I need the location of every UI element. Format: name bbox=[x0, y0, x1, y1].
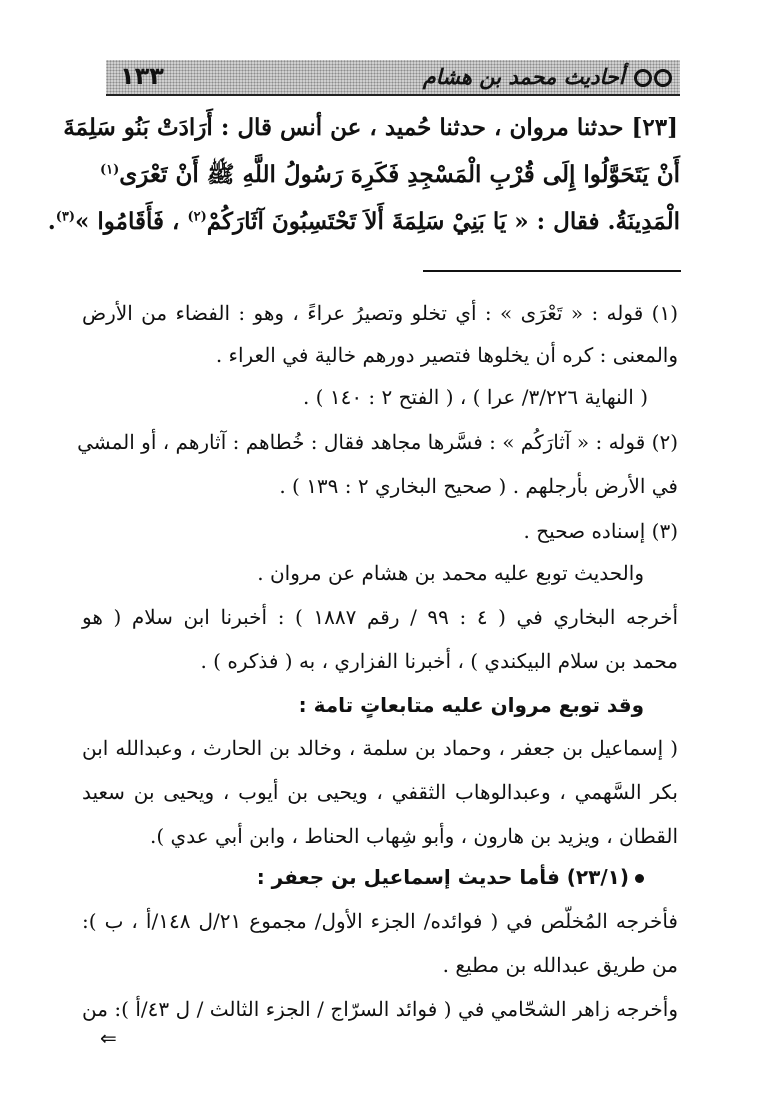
header-title-text: أحاديث محمد بن هشام bbox=[422, 65, 625, 89]
hadith-line-2 bbox=[100, 160, 680, 190]
paragraph-4-line-2: من طريق عبدالله بن مطيع . bbox=[442, 953, 678, 977]
hadith-line-1: [٢٣] حدثنا مروان ، حدثنا حُميد ، عن أنس قال : أَرَادَتْ بَنُو سَلِمَةَ bbox=[63, 114, 678, 141]
continue-arrow-icon: ⇐ bbox=[100, 1026, 117, 1050]
circle-ornament-icon bbox=[654, 69, 672, 87]
footnote-1-line-2: والمعنى : كره أن يخلوها فتصير دورهم خالية في العراء . bbox=[215, 343, 678, 367]
section-heading-2-number: (٢٣/١) bbox=[566, 865, 629, 889]
paragraph-2-line-1: أخرجه البخاري في ( ٤ : ٩٩ / رقم ١٨٨٧ ) : أخبرنا ابن سلام ( هو bbox=[82, 605, 679, 629]
footnote-ref-1: (١) bbox=[99, 162, 120, 178]
section-heading-2-text: فأما حديث إسماعيل بن جعفر : bbox=[256, 865, 560, 889]
section-heading-2 bbox=[257, 862, 644, 892]
hadith-line-3 bbox=[48, 207, 680, 237]
running-header bbox=[106, 60, 680, 96]
header-title bbox=[423, 63, 672, 91]
paragraph-5-line-1: وأخرجه زاهر الشحّامي في ( فوائد السرّاج / الجزء الثالث / ل ٤٣/أ ): من bbox=[82, 997, 678, 1021]
paragraph-1: والحديث توبع عليه محمد بن هشام عن مروان . bbox=[257, 561, 644, 585]
hadith-line-2-text: أَنْ يَتَحَوَّلُوا إِلَى قُرْبِ الْمَسْجِدِ فَكَرِهَ رَسُولُ اللَّهِ ﷺ أَنْ تَعْرَى bbox=[119, 161, 680, 188]
hadith-end-dot: . bbox=[47, 208, 56, 235]
paragraph-3-line-3: القطان ، ويزيد بن هارون ، وأبو شِهاب الحناط ، وابن أبي عدي ). bbox=[150, 824, 678, 848]
bullet-icon bbox=[635, 874, 644, 883]
footnote-ref-2: (٢) bbox=[187, 209, 207, 225]
paragraph-2-line-2: محمد بن سلام البيكندي ) ، أخبرنا الفزاري ، به ( فذكره ) . bbox=[200, 649, 678, 673]
footnote-3-line-1: (٣) إسناده صحيح . bbox=[523, 519, 678, 543]
paragraph-4-line-1: فأخرجه المُخلّص في ( فوائده/ الجزء الأول/ مجموع ٢١/ل ١٤٨/أ ، ب ): bbox=[82, 909, 678, 933]
paragraph-3-line-2: بكر السَّهمي ، وعبدالوهاب الثقفي ، ويحيى بن أيوب ، ويحيى بن سعيد bbox=[82, 780, 678, 804]
footnote-1-line-1: (١) قوله : « تَعْرَى » : أي تخلو وتصيرُ عراءً ، وهو : الفضاء من الأرض bbox=[82, 301, 678, 325]
hadith-line-3-end: ، فَأَقَامُوا » bbox=[75, 208, 180, 235]
footnote-1-line-3: ( النهاية ٣/٢٢٦/ عرا ) ، ( الفتح ٢ : ١٤٠ ) . bbox=[302, 385, 648, 409]
footnote-2-line-1: (٢) قوله : « آثارَكُم » : فسَّرها مجاهد فقال : خُطاهم : آثارهم ، أو المشي bbox=[77, 430, 678, 454]
footnote-ref-3: (٣) bbox=[55, 209, 75, 225]
circle-ornament-icon bbox=[634, 69, 652, 87]
paragraph-3-line-1: ( إسماعيل بن جعفر ، وحماد بن سلمة ، وخالد بن الحارث ، وعبدالله ابن bbox=[82, 736, 678, 760]
hadith-line-3-text: الْمَدِينَةُ. فقال : « يَا بَنِيْ سَلِمَةَ أَلاَ تَحْتَسِبُونَ آثَارَكُمْ bbox=[206, 208, 680, 235]
footnote-separator bbox=[423, 270, 681, 272]
footnote-2-line-2: في الأرض بأرجلهم . ( صحيح البخاري ٢ : ١٣٩ ) . bbox=[279, 474, 678, 498]
page-number: ١٣٣ bbox=[120, 62, 164, 90]
section-heading-1: وقد توبع مروان عليه متابعاتٍ تامة : bbox=[298, 693, 644, 717]
